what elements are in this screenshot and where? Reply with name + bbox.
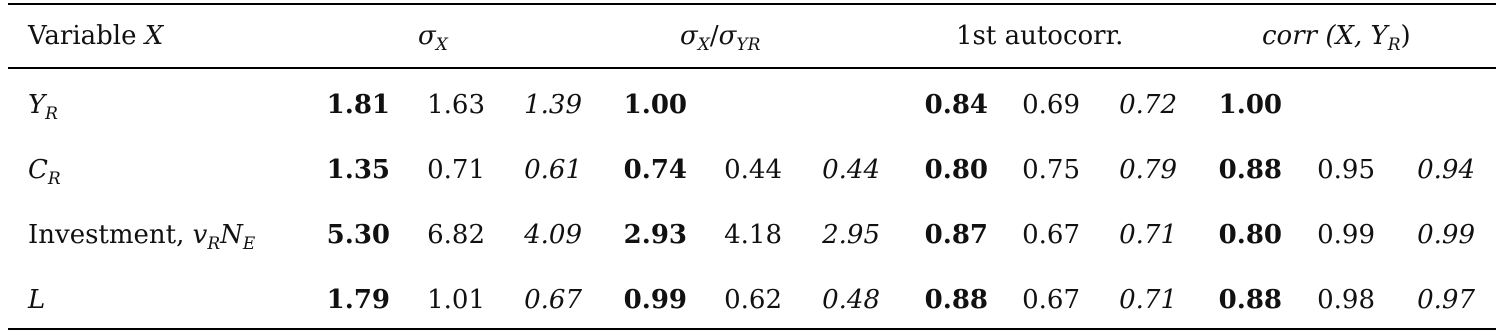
variable-symbol: v bbox=[192, 220, 208, 250]
header-sigma-sub: X bbox=[435, 35, 448, 55]
variable-symbol: L bbox=[28, 285, 46, 315]
cell-sigma-plain: 6.82 bbox=[427, 220, 485, 250]
top-rule bbox=[8, 3, 1496, 5]
cell-sigma-bold: 5.30 bbox=[326, 220, 390, 250]
cell-ratio-plain: 4.18 bbox=[724, 220, 782, 250]
cell-corr-plain: 0.99 bbox=[1317, 220, 1375, 250]
cell-autocorr-bold: 0.88 bbox=[924, 285, 988, 315]
variable-subscript: R bbox=[207, 234, 221, 254]
variable-prefix: Investment, bbox=[28, 220, 193, 250]
header-ratio-num: σ bbox=[680, 21, 698, 51]
cell-corr-bold: 1.00 bbox=[1218, 90, 1282, 120]
cell-ratio-italic: 2.95 bbox=[822, 220, 880, 250]
header-ratio-num-sub: X bbox=[697, 35, 710, 55]
cell-sigma-italic: 1.39 bbox=[524, 90, 582, 120]
cell-sigma-plain: 1.63 bbox=[427, 90, 485, 120]
cell-sigma-bold: 1.35 bbox=[326, 155, 390, 185]
header-corr-close: ) bbox=[1400, 21, 1411, 51]
variable-subscript-2: E bbox=[242, 234, 256, 254]
cell-ratio-bold: 0.99 bbox=[623, 285, 687, 315]
cell-autocorr-bold: 0.87 bbox=[924, 220, 988, 250]
row-variable-label bbox=[28, 220, 256, 254]
cell-autocorr-plain: 0.67 bbox=[1022, 285, 1080, 315]
cell-sigma-plain: 1.01 bbox=[427, 285, 485, 315]
variable-symbol: C bbox=[28, 155, 48, 185]
header-variable-symbol: X bbox=[144, 21, 164, 51]
cell-ratio-italic: 0.44 bbox=[822, 155, 880, 185]
cell-sigma-bold: 1.81 bbox=[326, 90, 390, 120]
header-corr-fn: corr bbox=[1262, 21, 1318, 51]
header-ratio-slash: / bbox=[709, 21, 719, 51]
cell-autocorr-italic: 0.71 bbox=[1119, 220, 1177, 250]
cell-ratio-plain: 0.44 bbox=[724, 155, 782, 185]
cell-corr-bold: 0.80 bbox=[1218, 220, 1282, 250]
cell-ratio-italic: 0.48 bbox=[822, 285, 880, 315]
cell-corr-bold: 0.88 bbox=[1218, 285, 1282, 315]
header-ratio-den: σ bbox=[718, 21, 737, 51]
header-corr bbox=[1262, 21, 1411, 55]
row-variable-label bbox=[28, 285, 45, 315]
cell-sigma-plain: 0.71 bbox=[427, 155, 485, 185]
cell-ratio-bold: 0.74 bbox=[623, 155, 687, 185]
cell-sigma-italic: 0.61 bbox=[524, 155, 582, 185]
cell-autocorr-italic: 0.72 bbox=[1119, 90, 1177, 120]
cell-autocorr-plain: 0.67 bbox=[1022, 220, 1080, 250]
row-variable-label bbox=[28, 90, 58, 124]
header-variable-text: Variable bbox=[28, 21, 137, 51]
variable-symbol: Y bbox=[28, 90, 46, 120]
cell-corr-plain: 0.95 bbox=[1317, 155, 1375, 185]
header-autocorr: 1st autocorr. bbox=[956, 21, 1124, 51]
cell-ratio-plain: 0.62 bbox=[724, 285, 782, 315]
row-variable-label bbox=[28, 155, 61, 189]
cell-corr-italic: 0.99 bbox=[1417, 220, 1475, 250]
header-variable bbox=[28, 21, 163, 51]
cell-corr-italic: 0.97 bbox=[1417, 285, 1475, 315]
cell-ratio-bold: 1.00 bbox=[623, 90, 687, 120]
bottom-rule bbox=[8, 328, 1496, 330]
header-rule bbox=[8, 67, 1496, 69]
cell-corr-italic: 0.94 bbox=[1417, 155, 1475, 185]
cell-autocorr-italic: 0.79 bbox=[1119, 155, 1177, 185]
cell-autocorr-plain: 0.69 bbox=[1022, 90, 1080, 120]
variable-subscript: R bbox=[47, 169, 61, 189]
cell-autocorr-bold: 0.80 bbox=[924, 155, 988, 185]
cell-sigma-italic: 4.09 bbox=[524, 220, 582, 250]
cell-corr-bold: 0.88 bbox=[1218, 155, 1282, 185]
cell-autocorr-plain: 0.75 bbox=[1022, 155, 1080, 185]
variable-symbol-2: N bbox=[220, 220, 243, 250]
cell-corr-plain: 0.98 bbox=[1317, 285, 1375, 315]
cell-ratio-bold: 2.93 bbox=[623, 220, 687, 250]
cell-autocorr-italic: 0.71 bbox=[1119, 285, 1177, 315]
cell-sigma-bold: 1.79 bbox=[326, 285, 390, 315]
header-sigma-ratio bbox=[680, 21, 761, 55]
cell-autocorr-bold: 0.84 bbox=[924, 90, 988, 120]
cell-sigma-italic: 0.67 bbox=[524, 285, 582, 315]
header-ratio-den-sub: YR bbox=[736, 35, 761, 55]
header-corr-args-sub: R bbox=[1387, 35, 1401, 55]
header-sigma-symbol: σ bbox=[418, 21, 436, 51]
header-sigma bbox=[418, 21, 448, 55]
header-corr-args: (X, Y bbox=[1317, 21, 1388, 51]
variable-subscript: R bbox=[45, 104, 58, 124]
